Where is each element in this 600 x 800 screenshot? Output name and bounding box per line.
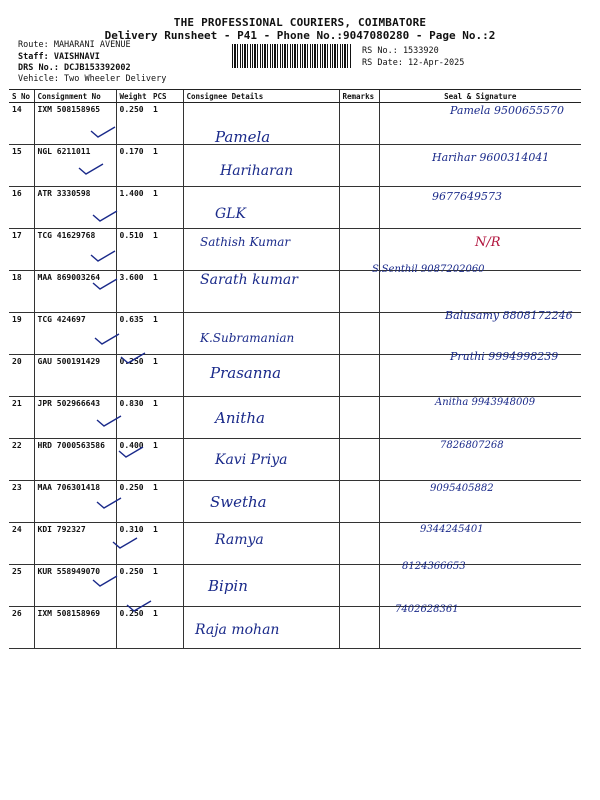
- receiver-signature: Anitha 9943948009: [435, 397, 536, 408]
- cell-weight: 0.250: [116, 103, 150, 145]
- col-consignee: Consignee Details: [183, 90, 339, 103]
- table-row: [9, 523, 581, 565]
- cell-consignment: IXM 508158965: [34, 103, 116, 145]
- check-mark-icon: [92, 575, 118, 587]
- consignee-name-handwritten: Raja mohan: [195, 622, 280, 638]
- route-label: Route: MAHARANI AVENUE: [18, 40, 131, 50]
- consignee-name-handwritten: Pamela: [215, 128, 271, 146]
- table-row: [9, 481, 581, 523]
- receiver-signature: 7402628361: [395, 604, 459, 615]
- remarks-cell: [339, 187, 379, 229]
- consignee-cell: [183, 187, 339, 229]
- receiver-signature: Pruthi 9994998239: [450, 350, 559, 363]
- consignee-cell: [183, 565, 339, 607]
- check-mark-icon: [90, 126, 116, 138]
- vehicle-label: Vehicle: Two Wheeler Delivery: [18, 74, 167, 84]
- check-mark-icon: [92, 210, 118, 222]
- receiver-signature: Pamela 9500655570: [450, 104, 564, 117]
- check-mark-icon: [112, 537, 138, 549]
- cell-sno: 22: [9, 439, 34, 481]
- consignee-name-handwritten: Prasanna: [210, 364, 282, 382]
- col-pcs: PCS: [150, 90, 183, 103]
- staff-label: Staff: VAISHNAVI: [18, 52, 100, 62]
- cell-pcs: 1: [150, 565, 183, 607]
- receiver-signature: Balusamy 8808172246: [445, 309, 573, 322]
- cell-sno: 17: [9, 229, 34, 271]
- consignee-name-handwritten: Sathish Kumar: [200, 235, 291, 249]
- cell-weight: 0.250: [116, 355, 150, 397]
- remarks-cell: [339, 523, 379, 565]
- check-mark-icon: [78, 163, 104, 175]
- runsheet-subtitle: Delivery Runsheet - P41 - Phone No.:9047080280 - Page No.:2: [104, 29, 496, 42]
- check-mark-icon: [120, 352, 146, 364]
- drs-number: DRS No.: DCJB153392002: [18, 63, 131, 73]
- remarks-cell: [339, 103, 379, 145]
- consignee-name-handwritten: Anitha: [215, 409, 265, 427]
- cell-consignment: HRD 7000563586: [34, 439, 116, 481]
- consignee-name-handwritten: Kavi Priya: [215, 452, 288, 468]
- check-mark-icon: [92, 278, 118, 290]
- remarks-cell: [339, 397, 379, 439]
- rs-number: RS No.: 1533920: [362, 46, 439, 56]
- cell-pcs: 1: [150, 439, 183, 481]
- cell-pcs: 1: [150, 271, 183, 313]
- col-weight: Weight: [116, 90, 150, 103]
- cell-pcs: 1: [150, 103, 183, 145]
- cell-sno: 14: [9, 103, 34, 145]
- receiver-signature: 9344245401: [420, 524, 484, 535]
- cell-pcs: 1: [150, 481, 183, 523]
- cell-sno: 25: [9, 565, 34, 607]
- col-sno: S No: [9, 90, 34, 103]
- cell-pcs: 1: [150, 523, 183, 565]
- cell-weight: 0.250: [116, 607, 150, 649]
- cell-sno: 26: [9, 607, 34, 649]
- consignee-name-handwritten: K.Subramanian: [200, 331, 295, 345]
- remarks-cell: [339, 271, 379, 313]
- cell-consignment: KDI 792327: [34, 523, 116, 565]
- consignee-name-handwritten: Bipin: [208, 577, 248, 595]
- cell-consignment: TCG 424697: [34, 313, 116, 355]
- cell-weight: 0.250: [116, 481, 150, 523]
- rs-date: RS Date: 12-Apr-2025: [362, 58, 465, 68]
- cell-consignment: KUR 558949070: [34, 565, 116, 607]
- table-row: [9, 607, 581, 649]
- consignee-name-handwritten: GLK: [215, 206, 246, 222]
- cell-weight: 0.310: [116, 523, 150, 565]
- cell-consignment: JPR 502966643: [34, 397, 116, 439]
- cell-weight: 0.510: [116, 229, 150, 271]
- cell-consignment: TCG 41629768: [34, 229, 116, 271]
- consignee-name-handwritten: Ramya: [215, 532, 264, 548]
- check-mark-icon: [96, 497, 122, 509]
- cell-sno: 24: [9, 523, 34, 565]
- barcode: [232, 44, 352, 68]
- cell-pcs: 1: [150, 229, 183, 271]
- check-mark-icon: [118, 446, 144, 458]
- consignee-name-handwritten: Hariharan: [220, 163, 294, 179]
- cell-sno: 19: [9, 313, 34, 355]
- receiver-signature: 9677649573: [432, 190, 502, 203]
- seal-cell: [379, 271, 581, 313]
- remarks-cell: [339, 145, 379, 187]
- cell-consignment: GAU 500191429: [34, 355, 116, 397]
- cell-consignment: MAA 706301418: [34, 481, 116, 523]
- cell-pcs: 1: [150, 313, 183, 355]
- check-mark-icon: [126, 600, 152, 612]
- cell-sno: 18: [9, 271, 34, 313]
- receiver-signature: N/R: [475, 235, 501, 250]
- consignee-name-handwritten: Sarath kumar: [200, 272, 298, 288]
- remarks-cell: [339, 313, 379, 355]
- cell-sno: 16: [9, 187, 34, 229]
- col-consignment: Consignment No: [34, 90, 116, 103]
- cell-sno: 21: [9, 397, 34, 439]
- cell-sno: 15: [9, 145, 34, 187]
- check-mark-icon: [94, 333, 120, 345]
- receiver-signature: 8124366653: [402, 561, 466, 572]
- cell-weight: 0.170: [116, 145, 150, 187]
- table-header-row: [9, 90, 581, 103]
- check-mark-icon: [96, 415, 122, 427]
- receiver-signature: 7826807268: [440, 440, 504, 451]
- cell-pcs: 1: [150, 187, 183, 229]
- cell-sno: 20: [9, 355, 34, 397]
- cell-consignment: MAA 869003264: [34, 271, 116, 313]
- remarks-cell: [339, 565, 379, 607]
- cell-weight: 0.250: [116, 565, 150, 607]
- cell-weight: 0.635: [116, 313, 150, 355]
- cell-pcs: 1: [150, 355, 183, 397]
- remarks-cell: [339, 355, 379, 397]
- cell-consignment: IXM 508158969: [34, 607, 116, 649]
- remarks-cell: [339, 607, 379, 649]
- col-seal: Seal & Signature: [379, 90, 581, 103]
- cell-pcs: 1: [150, 607, 183, 649]
- cell-weight: 0.830: [116, 397, 150, 439]
- cell-weight: 3.600: [116, 271, 150, 313]
- receiver-signature: Harihar 9600314041: [432, 151, 550, 164]
- cell-weight: 0.400: [116, 439, 150, 481]
- cell-consignment: ATR 3330598: [34, 187, 116, 229]
- check-mark-icon: [90, 250, 116, 262]
- cell-sno: 23: [9, 481, 34, 523]
- receiver-signature: 9095405882: [430, 483, 494, 494]
- remarks-cell: [339, 439, 379, 481]
- cell-pcs: 1: [150, 397, 183, 439]
- col-remarks: Remarks: [339, 90, 379, 103]
- cell-consignment: NGL 6211011: [34, 145, 116, 187]
- cell-weight: 1.400: [116, 187, 150, 229]
- receiver-signature: S.Senthil 9087202060: [372, 264, 485, 275]
- remarks-cell: [339, 481, 379, 523]
- consignee-name-handwritten: Swetha: [210, 493, 267, 511]
- cell-pcs: 1: [150, 145, 183, 187]
- company-title: THE PROFESSIONAL COURIERS, COIMBATORE: [173, 16, 427, 29]
